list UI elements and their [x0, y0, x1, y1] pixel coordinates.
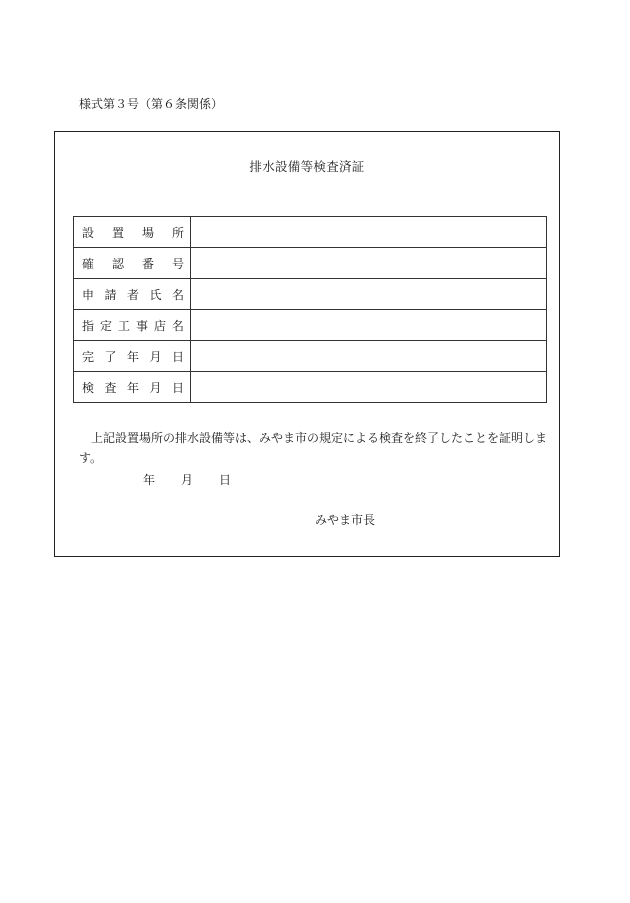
row-label [74, 310, 191, 341]
info-table [73, 216, 547, 403]
row-label [74, 279, 191, 310]
label-char: 申 [82, 287, 95, 302]
label-char: 年 [126, 380, 139, 395]
label-char: 確 [82, 256, 95, 271]
mayor-signature-line: みやま市長 [315, 513, 376, 527]
date-month-label: 月 [181, 473, 194, 487]
row-label [74, 217, 191, 248]
label-char: 工 [117, 318, 130, 333]
table-row [74, 372, 547, 403]
label-char: 日 [171, 380, 184, 395]
issue-date [143, 472, 231, 488]
label-char: 日 [171, 349, 184, 364]
label-char: 了 [104, 349, 117, 364]
table-row [74, 341, 547, 372]
confirmation-number-value[interactable] [191, 248, 547, 279]
date-day-label: 日 [219, 473, 232, 487]
label-char: 月 [149, 380, 162, 395]
label-char: 月 [149, 349, 162, 364]
label-char: 認 [111, 256, 124, 271]
label-char: 事 [135, 318, 148, 333]
designated-contractor-value[interactable] [191, 310, 547, 341]
label-char: 置 [111, 225, 124, 240]
label-char: 請 [104, 287, 117, 302]
label-char: 指 [82, 318, 95, 333]
label-char: 所 [171, 225, 184, 240]
table-row [74, 248, 547, 279]
certification-statement: 上記設置場所の排水設備等は、みやま市の規定による検査を終了したことを証明します。 [79, 431, 548, 465]
label-char: 店 [153, 318, 166, 333]
label-char: 場 [141, 225, 154, 240]
label-char: 号 [171, 256, 184, 271]
label-char: 番 [141, 256, 154, 271]
table-row [74, 310, 547, 341]
label-char: 者 [126, 287, 139, 302]
applicant-name-value[interactable] [191, 279, 547, 310]
inspection-date-value[interactable] [191, 372, 547, 403]
label-char: 査 [104, 380, 117, 395]
label-char: 検 [82, 380, 95, 395]
installation-location-value[interactable] [191, 217, 547, 248]
label-char: 定 [99, 318, 112, 333]
label-char: 氏 [149, 287, 162, 302]
completion-date-value[interactable] [191, 341, 547, 372]
label-char: 完 [82, 349, 95, 364]
row-label [74, 341, 191, 372]
label-char: 名 [171, 287, 184, 302]
table-row [74, 217, 547, 248]
date-year-label: 年 [143, 473, 156, 487]
label-char: 年 [126, 349, 139, 364]
row-label [74, 248, 191, 279]
certificate-title: 排水設備等検査済証 [249, 159, 365, 174]
label-char: 設 [82, 225, 95, 240]
certificate-frame [54, 131, 560, 557]
form-number: 様式第３号（第６条関係） [79, 97, 224, 111]
label-char: 名 [171, 318, 184, 333]
row-label [74, 372, 191, 403]
table-row [74, 279, 547, 310]
